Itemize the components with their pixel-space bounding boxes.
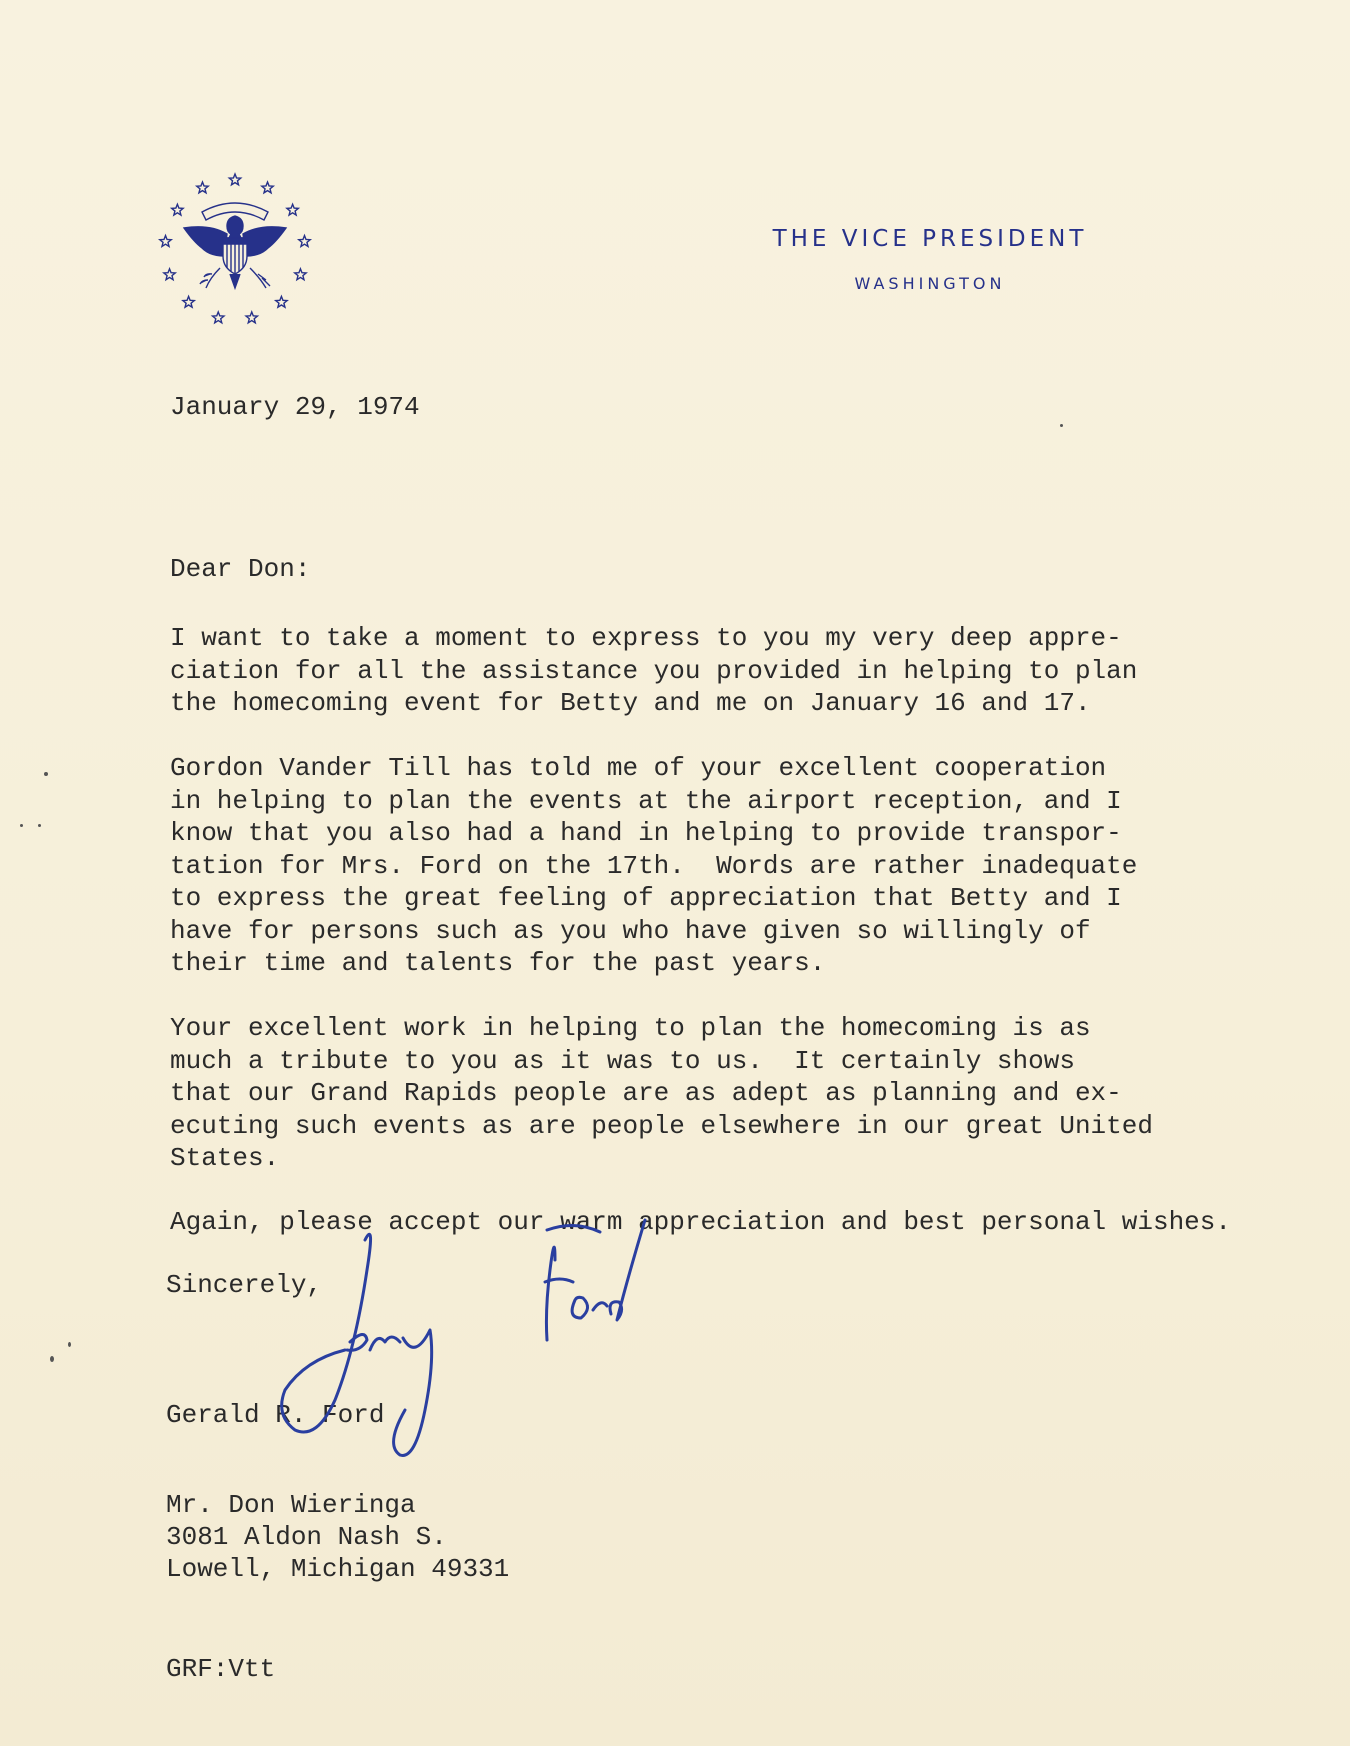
paragraph-line: States. xyxy=(170,1143,280,1173)
paragraph-line: ciation for all the assistance you provided in helping to plan xyxy=(170,655,1138,686)
paragraph-line: Your excellent work in helping to plan the homecoming is as xyxy=(170,1013,1091,1043)
paragraph-line: in helping to plan the events at the airport reception, and I xyxy=(170,785,1122,816)
paper-speck xyxy=(38,824,41,827)
paper-speck xyxy=(20,824,23,827)
paragraph-line: to express the great feeling of appreciation that Betty and I xyxy=(170,883,1122,913)
recipient-name: Mr. Don Wieringa xyxy=(166,1490,416,1520)
body-paragraph-2 xyxy=(170,752,1270,980)
paragraph-line: have for persons such as you who have given so willingly of xyxy=(170,915,1091,946)
seal-star-icon xyxy=(160,236,171,247)
seal-star-icon xyxy=(276,296,287,307)
handwritten-signature xyxy=(255,1210,705,1470)
paragraph-line: I want to take a moment to express to you my very deep appre- xyxy=(170,623,1122,653)
paragraph-line: ecuting such events as are people elsewhere in our great United xyxy=(170,1110,1153,1141)
recipient-city: Lowell, Michigan 49331 xyxy=(166,1554,510,1584)
paragraph-line: know that you also had a hand in helping to provide transpor- xyxy=(170,818,1122,848)
seal-star-icon xyxy=(213,312,224,323)
seal-star-icon xyxy=(299,236,310,247)
body-paragraph-1 xyxy=(170,622,1270,720)
seal-star-icon xyxy=(197,182,208,193)
vice-presidential-seal-icon xyxy=(150,168,320,338)
seal-star-icon xyxy=(172,204,183,215)
paper-speck xyxy=(1060,424,1063,427)
paragraph-line: tation for Mrs. Ford on the 17th. Words are rather inadequate xyxy=(170,850,1138,881)
seal-star-icon xyxy=(229,174,240,185)
letter-date: January 29, 1974 xyxy=(170,392,420,422)
closing: Sincerely, xyxy=(166,1270,323,1300)
signer-name: Gerald R. Ford xyxy=(166,1400,385,1430)
paragraph-line: their time and talents for the past years. xyxy=(170,948,826,978)
paragraph-line: Again, please accept our warm appreciation and best personal wishes. xyxy=(170,1207,1231,1237)
seal-star-icon xyxy=(246,312,257,323)
body-paragraph-3 xyxy=(170,1012,1270,1175)
paragraph-line: the homecoming event for Betty and me on January 16 and 17. xyxy=(170,688,1091,718)
letterhead-subtitle: WASHINGTON xyxy=(854,274,1006,293)
letterhead-title: THE VICE PRESIDENT xyxy=(772,226,1088,252)
paragraph-line: much a tribute to you as it was to us. It certainly shows xyxy=(170,1045,1075,1076)
paragraph-line: Gordon Vander Till has told me of your excellent cooperation xyxy=(170,753,1107,783)
seal-star-icon xyxy=(183,296,194,307)
reference-initials: GRF:Vtt xyxy=(166,1654,276,1684)
seal-star-icon xyxy=(164,269,175,280)
paper-speck xyxy=(44,772,48,776)
seal-star-icon xyxy=(262,182,273,193)
paragraph-line: that our Grand Rapids people are as adept as planning and ex- xyxy=(170,1078,1122,1108)
salutation: Dear Don: xyxy=(170,554,311,584)
seal-star-icon xyxy=(287,204,298,215)
paper-speck xyxy=(68,1342,71,1347)
paper-speck xyxy=(50,1356,54,1362)
seal-star-icon xyxy=(295,269,306,280)
recipient-street: 3081 Aldon Nash S. xyxy=(166,1522,447,1552)
